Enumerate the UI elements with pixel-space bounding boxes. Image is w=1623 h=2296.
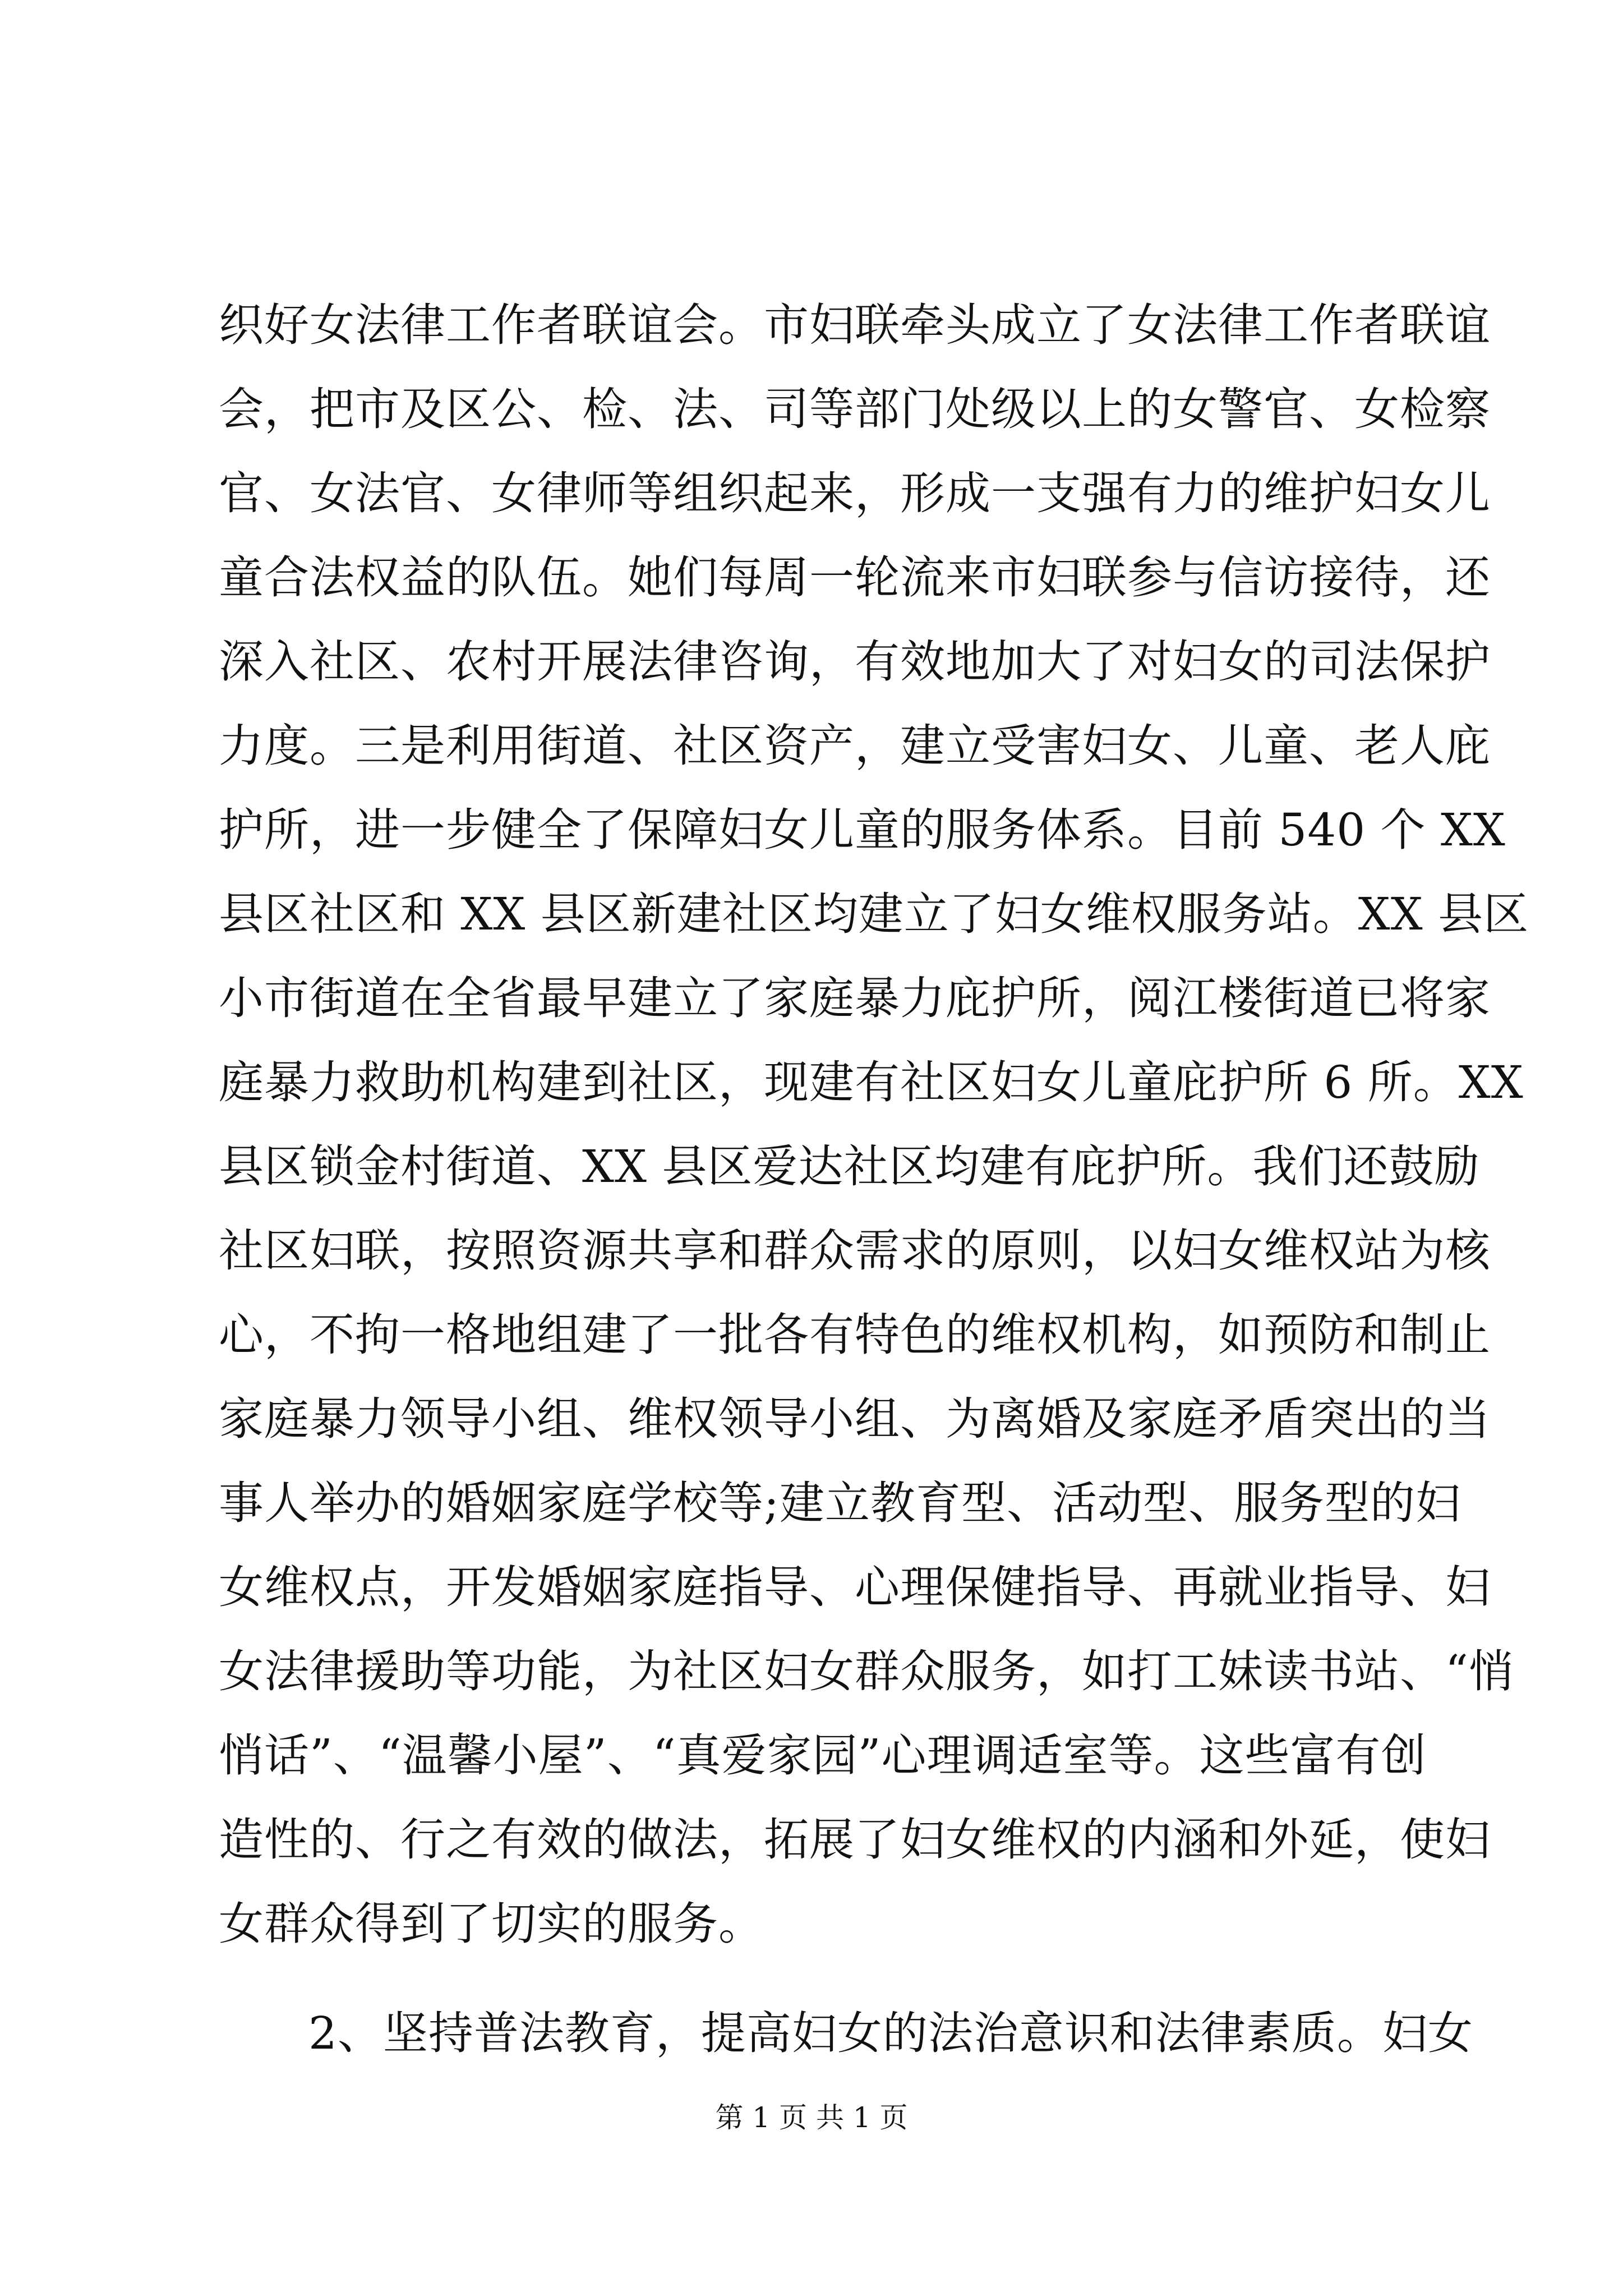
text-line: 深入社区、农村开展法律咨询，有效地加大了对妇女的司法保护 (219, 636, 1491, 688)
paragraph-gap (219, 1966, 1424, 1991)
text-line: 女群众得到了切实的服务。 (219, 1898, 764, 1950)
text-line: 童合法权益的队伍。她们每周一轮流来市妇联参与信访接待，还 (219, 551, 1491, 604)
text-line: 小市街道在全省最早建立了家庭暴力庇护所，阅江楼街道已将家 (219, 972, 1491, 1024)
text-line: 女维权点，开发婚姻家庭指导、心理保健指导、再就业指导、妇 (219, 1561, 1491, 1613)
text-line: 县区社区和 XX 县区新建社区均建立了妇女维权服务站。XX 县区 (219, 888, 1529, 940)
text-line: 县区锁金村街道、XX 县区爱达社区均建有庇护所。我们还鼓励 (219, 1140, 1480, 1193)
text-line: 悄话”、“温馨小屋”、“真爱家园”心理调适室等。这些富有创 (219, 1729, 1427, 1782)
text-line: 造性的、行之有效的做法，拓展了妇女维权的内涵和外延，使妇 (219, 1814, 1491, 1866)
text-line: 织好女法律工作者联谊会。市妇联牵头成立了女法律工作者联谊 (219, 299, 1491, 351)
text-line: 官、女法官、女律师等组织起来，形成一支强有力的维护妇女儿 (219, 467, 1491, 519)
text-line: 护所，进一步健全了保障妇女儿童的服务体系。目前 540 个 XX (219, 804, 1506, 856)
text-line: 家庭暴力领导小组、维权领导小组、为离婚及家庭矛盾突出的当 (219, 1393, 1491, 1445)
text-line: 力度。三是利用街道、社区资产，建立受害妇女、儿童、老人庇 (219, 720, 1491, 772)
page-footer: 第 1 页 共 1 页 (715, 2101, 908, 2134)
text-line: 女法律援助等功能，为社区妇女群众服务，如打工妹读书站、“悄 (219, 1645, 1514, 1697)
document-body (219, 283, 1529, 2076)
text-line: 心，不拘一格地组建了一批各有特色的维权机构，如预防和制止 (219, 1309, 1491, 1361)
text-line: 事人举办的婚姻家庭学校等;建立教育型、活动型、服务型的妇 (219, 1477, 1461, 1529)
paragraph-heading-line: 2、坚持普法教育，提高妇女的法治意识和法律素质。妇女 (308, 2007, 1473, 2059)
text-line: 社区妇联，按照资源共享和群众需求的原则，以妇女维权站为核 (219, 1225, 1491, 1277)
text-line: 庭暴力救助机构建到社区，现建有社区妇女儿童庇护所 6 所。XX (219, 1056, 1524, 1108)
text-line: 会，把市及区公、检、法、司等部门处级以上的女警官、女检察 (219, 383, 1491, 435)
